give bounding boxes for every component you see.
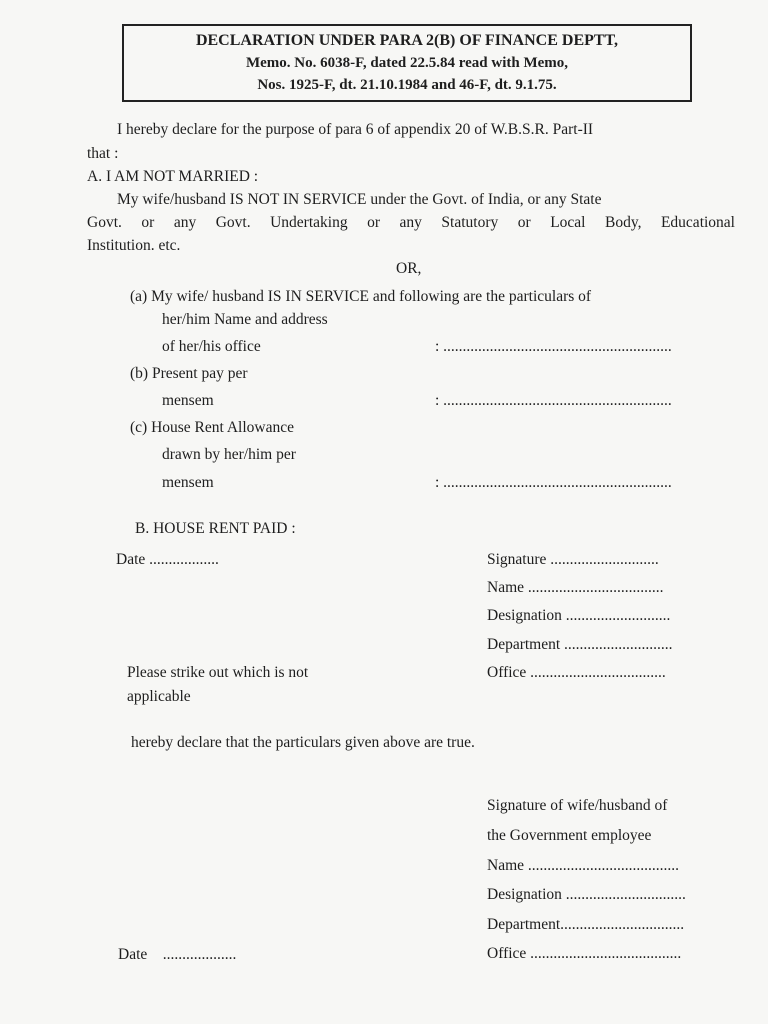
spouse-signature-label1: Signature of wife/husband of xyxy=(487,797,668,814)
header-memo-refs: Nos. 1925-F, dt. 21.10.1984 and 46-F, dt. 9.1.75. xyxy=(257,77,557,93)
declaration-text: hereby declare that the particulars given above are true. xyxy=(131,734,475,751)
spouse-date-field[interactable]: Date ................... xyxy=(118,946,237,963)
present-pay-field[interactable]: : ........................................................... xyxy=(435,392,672,409)
office-address-field[interactable]: : ........................................................... xyxy=(435,338,672,355)
section-b-heading: B. HOUSE RENT PAID : xyxy=(135,520,296,537)
or-separator: OR, xyxy=(396,260,422,277)
item-b-line2: mensem xyxy=(162,392,214,409)
item-b-line1: (b) Present pay per xyxy=(130,365,248,382)
department-field[interactable]: Department ............................ xyxy=(487,636,673,653)
item-c-line3: mensem xyxy=(162,474,214,491)
intro-cont: that : xyxy=(87,145,119,162)
strike-note-line2: applicable xyxy=(127,688,191,705)
office-field[interactable]: Office ................................... xyxy=(487,664,666,681)
item-c-line2: drawn by her/him per xyxy=(162,446,296,463)
spouse-office-field[interactable]: Office ....................................... xyxy=(487,945,682,962)
item-a-line1: (a) My wife/ husband IS IN SERVICE and following are the particulars of xyxy=(130,288,592,305)
not-in-service-line3: Institution. etc. xyxy=(87,237,181,254)
signature-field[interactable]: Signature ............................ xyxy=(487,551,659,568)
name-field[interactable]: Name ................................... xyxy=(487,579,664,596)
hra-field[interactable]: : ........................................................... xyxy=(435,474,672,491)
designation-field[interactable]: Designation ........................... xyxy=(487,607,671,624)
spouse-department-field[interactable]: Department................................ xyxy=(487,916,685,933)
header-box xyxy=(122,24,692,102)
header-title: DECLARATION UNDER PARA 2(B) OF FINANCE DEPTT, xyxy=(195,32,619,49)
section-a-heading: A. I AM NOT MARRIED : xyxy=(87,168,259,185)
item-a-line2: her/him Name and address xyxy=(162,311,328,328)
not-in-service-line1: My wife/husband IS NOT IN SERVICE under the Govt. of India, or any State xyxy=(117,191,602,208)
spouse-signature-label2: the Government employee xyxy=(487,827,652,844)
not-in-service-line2: Govt. or any Govt. Undertaking or any Statutory or Local Body, Educational xyxy=(87,214,735,231)
spouse-name-field[interactable]: Name ....................................... xyxy=(487,857,680,874)
intro-text: I hereby declare for the purpose of para 6 of appendix 20 of W.B.S.R. Part-II xyxy=(117,121,594,138)
strike-note-line1: Please strike out which is not xyxy=(127,664,309,681)
item-a-line3: of her/his office xyxy=(162,338,261,355)
spouse-designation-field[interactable]: Designation ............................... xyxy=(487,886,686,903)
item-c-line1: (c) House Rent Allowance xyxy=(130,419,294,436)
date-field[interactable]: Date .................. xyxy=(116,551,219,568)
header-memo: Memo. No. 6038-F, dated 22.5.84 read with Memo, xyxy=(245,55,569,71)
